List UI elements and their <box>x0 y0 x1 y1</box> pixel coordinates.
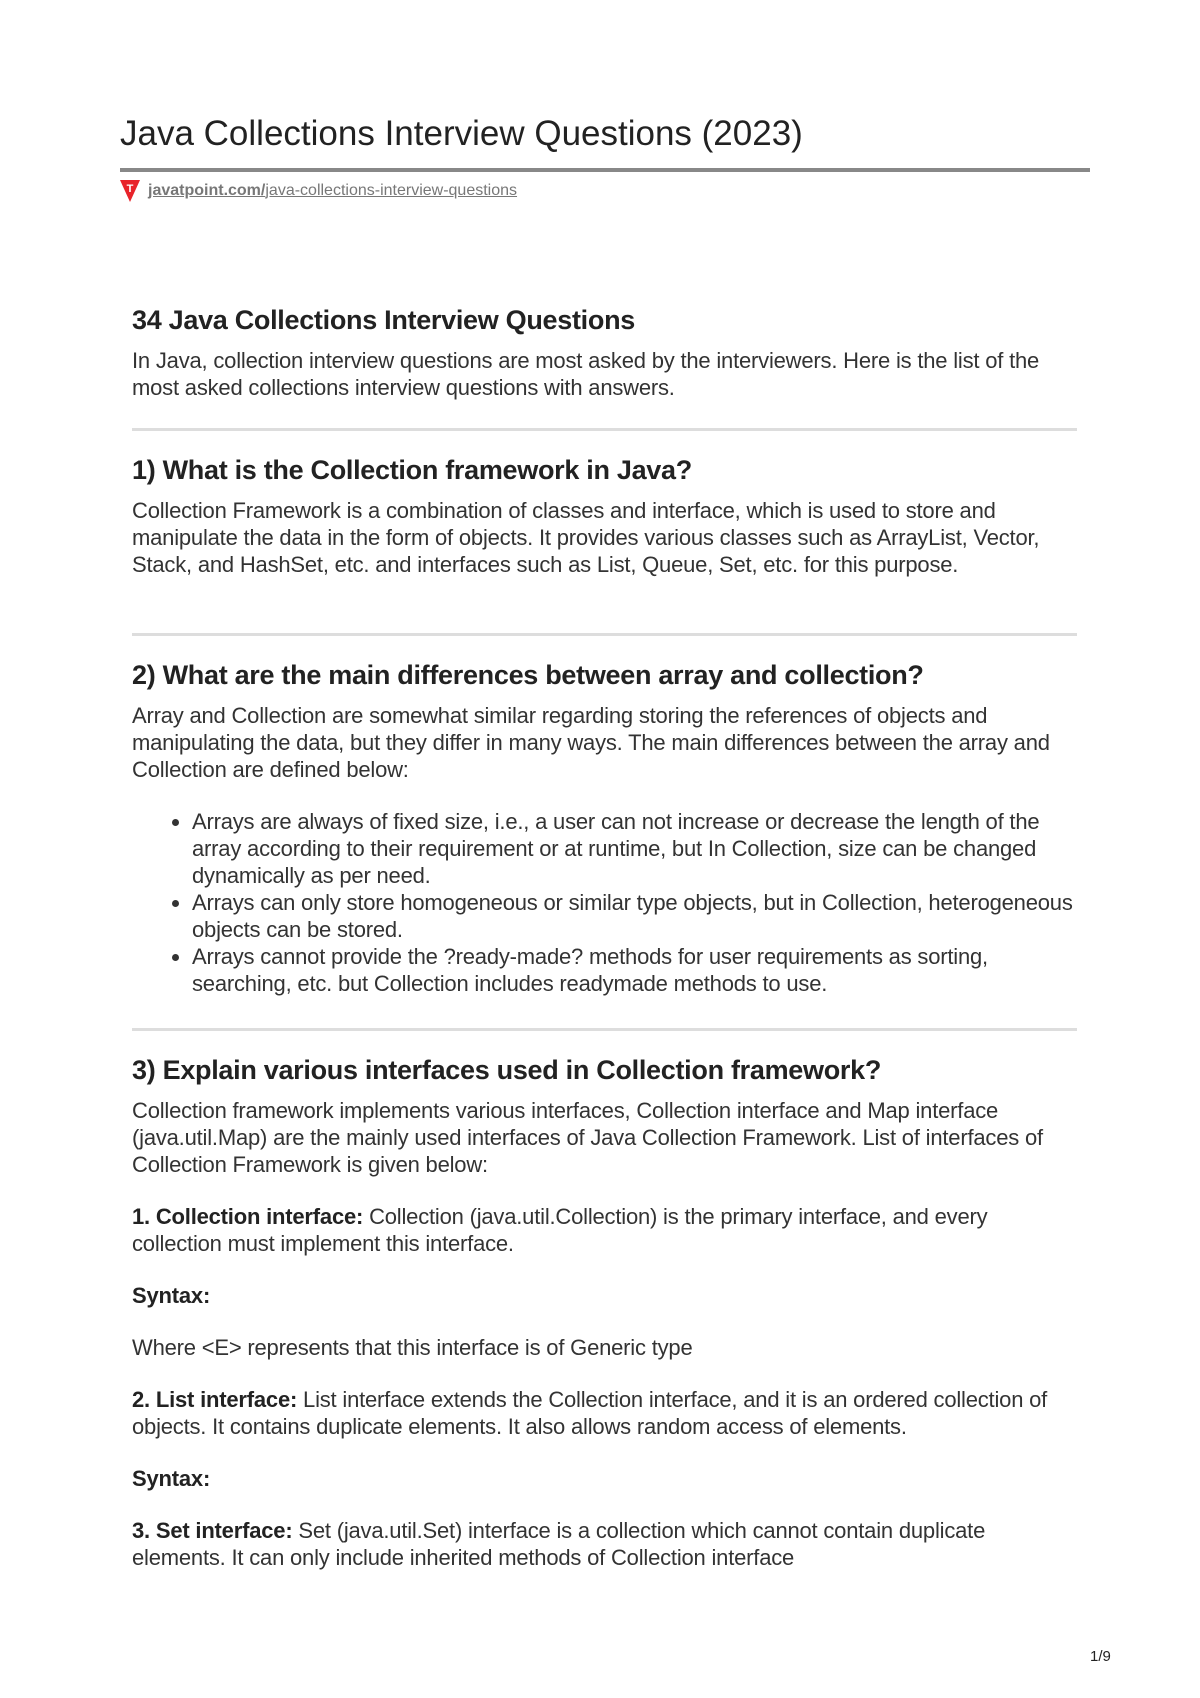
q2-heading: 2) What are the main differences between array and collection? <box>132 660 924 690</box>
svg-text:T: T <box>126 183 134 195</box>
list-item: • Arrays are always of fixed size, i.e., a user can not increase or decrease the length of the array according to their requirement or at runtime, but In Collection, size can be changed dynamically as per need. <box>192 808 1082 889</box>
q3-text: Collection framework implements various interfaces, Collection interface and Map interface (java.util.Map) are the mainly used interfaces of Java Collection Framework. List of interfaces of Collection Framework is given below: <box>132 1098 1043 1177</box>
list-item: • Arrays cannot provide the ?ready-made? methods for user requirements as sorting, searching, etc. but Collection includes readymade methods to use. <box>192 943 1082 997</box>
source-link-row <box>120 180 517 202</box>
q3-heading: 3) Explain various interfaces used in Collection framework? <box>132 1055 882 1085</box>
collection-interface-desc: Collection (java.util.Collection) is the primary interface, and every collection must implement this interface. <box>132 1204 988 1256</box>
list-interface-desc: List interface extends the Collection interface, and it is an ordered collection of objects. It contains duplicate elements. It also allows random access of elements. <box>132 1387 1048 1439</box>
source-domain: javatpoint.com/ <box>148 182 266 199</box>
page-number: 1/9 <box>1090 1648 1111 1665</box>
section-divider <box>132 633 1077 636</box>
q1-section <box>132 454 1082 578</box>
syntax-label: Syntax: <box>132 1283 211 1308</box>
syntax-label: Syntax: <box>132 1466 211 1491</box>
list-interface-label: 2. List interface: <box>132 1387 298 1412</box>
page-title: Java Collections Interview Questions (2023) <box>120 114 803 153</box>
set-interface-text <box>132 1517 1082 1571</box>
source-path: java-collections-interview-questions <box>265 182 518 199</box>
set-interface-desc: Set (java.util.Set) interface is a collection which cannot contain duplicate elements. It can only include inherited methods of Collection interface <box>132 1518 986 1570</box>
q1-text: Collection Framework is a combination of classes and interface, which is used to store and manipulate the data in the form of objects. It provides various classes such as ArrayList, Vector, Stack, and HashSet, etc. and interfaces such as List, Queue, Set, etc. for this purpose. <box>132 498 1040 577</box>
generic-type-note: Where <E> represents that this interface is of Generic type <box>132 1335 693 1360</box>
q3-section <box>132 1054 1082 1571</box>
source-url-link[interactable] <box>148 182 517 200</box>
intro-section <box>132 304 1082 401</box>
title-divider <box>120 168 1090 172</box>
section-divider <box>132 428 1077 431</box>
q2-bullet-list <box>132 808 1082 997</box>
set-interface-label: 3. Set interface: <box>132 1518 293 1543</box>
collection-interface-text <box>132 1203 1082 1257</box>
q2-text: Array and Collection are somewhat similar regarding storing the references of objects and manipulating the data, but they differ in many ways. The main differences between the array and Collection are defined below: <box>132 703 1050 782</box>
javatpoint-logo-icon <box>120 180 140 202</box>
intro-heading: 34 Java Collections Interview Questions <box>132 305 635 335</box>
list-item: • Arrays can only store homogeneous or similar type objects, but in Collection, heterogeneous objects can be stored. <box>192 889 1082 943</box>
q1-heading: 1) What is the Collection framework in Java? <box>132 455 692 485</box>
list-interface-text <box>132 1386 1082 1440</box>
collection-interface-label: 1. Collection interface: <box>132 1204 364 1229</box>
intro-text: In Java, collection interview questions are most asked by the interviewers. Here is the list of the most asked collections interview questions with answers. <box>132 348 1040 400</box>
section-divider <box>132 1028 1077 1031</box>
q2-section <box>132 659 1082 997</box>
